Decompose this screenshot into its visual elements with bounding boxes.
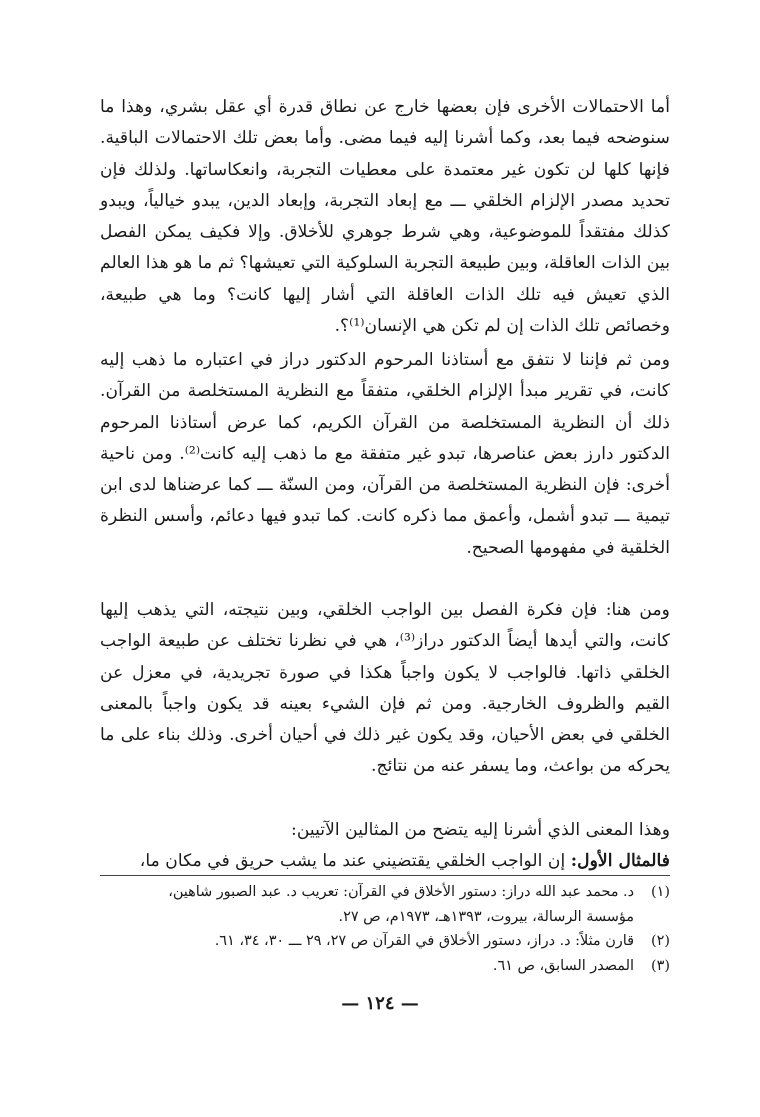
footnote-text: د. محمد عبد الله دراز: دستور الأخلاق في القرآن: تعريب د. عبد الصبور شاهين، xyxy=(168,884,634,900)
paragraph-text: أما الاحتمالات الأخرى فإن بعضها خارج عن نطاق قدرة أي عقل بشري، وهذا ما سنوضحه فيما بعد، وكما أشرنا إليه فيما مضى. وأما بعض تلك الاحتمالات الباقية. فإنها كلها لن تكون غير معتمدة على معطيات التجربة، وانعكاساتها. ولذلك فإن تحديد مصدر الإلزام الخلقي ـــ مع إبعاد التجربة، وإبعاد الدين، يبدو خيالياً، ويبدو كذلك مفتقداً للموضوعية، وهي شرط جوهري للأخلاق. وإلا فكيف يمكن الفصل بين الذات العاقلة، وبين طبيعة التجربة السلوكية التي تعيشها؟ ثم ما هو هذا العالم الذي تعيش فيه تلك الذات العاقلة التي أشار إليها كانت؟ وما هي طبيعة، وخصائص تلك الذات إن لم تكن هي الإنسان⁽¹⁾؟. xyxy=(100,97,670,337)
footnote-3 xyxy=(100,954,670,979)
body-paragraph-1 xyxy=(100,92,670,342)
footnote-text: قارن مثلاً: د. دراز، دستور الأخلاق في القرآن ص ٢٧، ٢٩ ـــ ٣٠، ٣٤، ٦١. xyxy=(214,933,634,949)
footnote-2 xyxy=(100,929,670,954)
paragraph-text: ومن ثم فإننا لا نتفق مع أستاذنا المرحوم الدكتور دراز في اعتباره ما ذهب إليه كانت، في تقرير مبدأ الإلزام الخلقي، متفقاً مع النظرية المستخلصة من القرآن. ذلك أن النظرية المستخلصة من القرآن الكريم، كما عرض أستاذنا المرحوم الدكتور دارز بعض عناصرها، تبدو غير متفقة مع ما ذهب إليه كانت⁽²⁾. ومن ناحية أخرى: فإن النظرية المستخلصة من القرآن، ومن السنّة ـــ كما عرضناها لدى ابن تيمية ـــ تبدو أشمل، وأعمق مما ذكره كانت. كما تبدو فيها دعائم، وأسس النظرة الخلقية في مفهومها الصحيح. xyxy=(100,350,670,558)
page-number: — ١٢٤ — xyxy=(341,993,419,1014)
example-label: فالمثال الأول: xyxy=(570,851,670,872)
paragraph-text: ومن هنا: فإن فكرة الفصل بين الواجب الخلقي، وبين نتيجته، التي يذهب إليها كانت، والتي أيدها أيضاً الدكتور دراز⁽³⁾، هي في نظرنا تختلف عن طبيعة الواجب الخلقي ذاتها. فالواجب لا يكون واجباً هكذا في صورة تجريدية، في معزل عن القيم والظروف الخارجية. ومن ثم فإن الشيء بعينه قد يكون واجباً بالمعنى الخلقي في بعض الأحيان، وقد يكون غير ذلك في أحيان أخرى. وذلك بناء على ما يحركه من بواعث، وما يسفر عنه من نتائج. xyxy=(100,600,670,777)
footnote-1-continuation: مؤسسة الرسالة، بيروت، ١٣٩٣هـ، ١٩٧٣م، ص ٢٧. xyxy=(338,908,634,925)
footnote-number: (١) xyxy=(651,884,670,900)
example-text: إن الواجب الخلقي يقتضيني عند ما يشب حريق في مكان ما، xyxy=(139,851,566,872)
footnote-number: (٢) xyxy=(651,933,670,949)
body-paragraph-3 xyxy=(100,595,670,783)
footnote-text: المصدر السابق، ص ٦١. xyxy=(492,957,634,974)
footnotes xyxy=(100,880,670,978)
body-paragraph-4 xyxy=(100,815,670,878)
example-line xyxy=(100,846,670,877)
footnote-separator xyxy=(100,875,670,876)
footnote-1 xyxy=(100,880,670,905)
body-paragraph-2 xyxy=(100,345,670,564)
footnote-number: (٣) xyxy=(651,957,670,974)
paragraph-text: وهذا المعنى الذي أشرنا إليه يتضح من المثالين الآتيين: xyxy=(291,820,670,840)
